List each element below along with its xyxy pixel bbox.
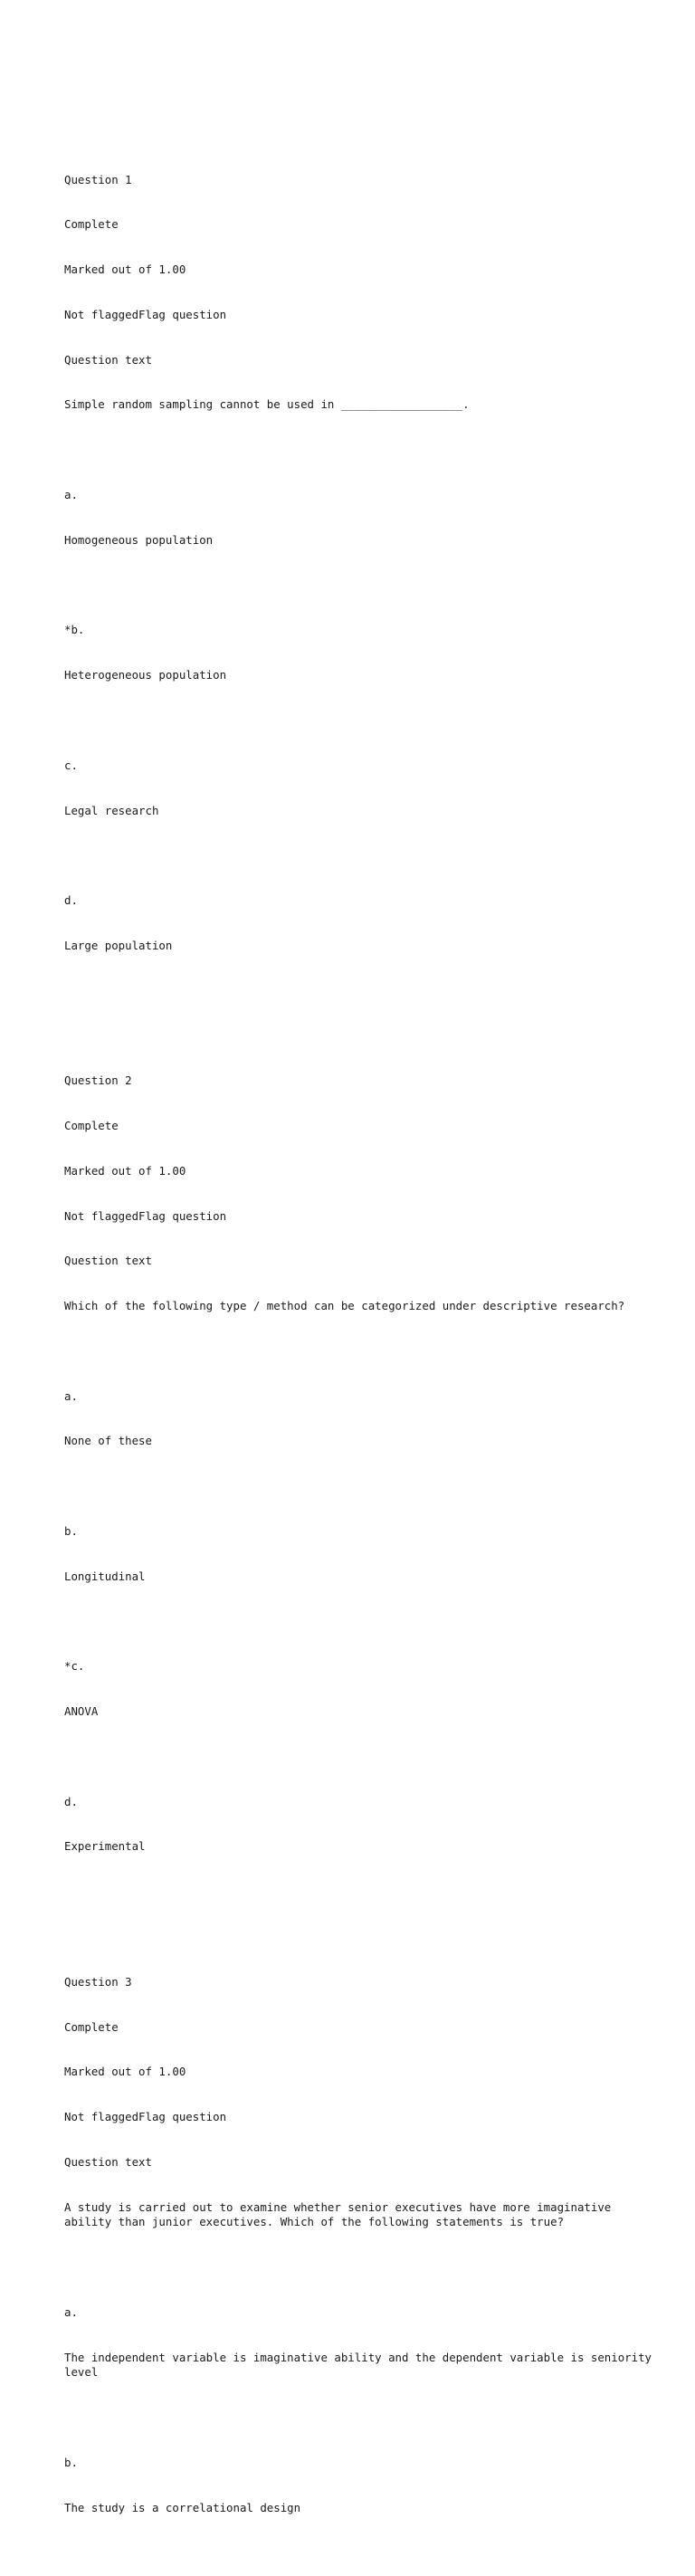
option-letter: a. (64, 1388, 78, 1403)
spacer (64, 1344, 662, 1360)
question-number: Question 1 (64, 172, 132, 186)
quiz-document (64, 82, 662, 2576)
question-text-label: Question text (64, 1254, 152, 1268)
option-letter: a. (64, 2304, 78, 2319)
spacer (64, 2260, 662, 2275)
option-text: Longitudinal (64, 1569, 146, 1583)
option-text: Legal research (64, 803, 159, 817)
option-letter: d. (64, 893, 78, 908)
question-text-label: Question text (64, 352, 152, 367)
spacer (64, 848, 662, 863)
option-letter: a. (64, 488, 78, 502)
question-status: Complete (64, 2019, 119, 2034)
question-marks: Marked out of 1.00 (64, 2065, 186, 2079)
option-letter: c. (64, 758, 78, 772)
option-text: None of these (64, 1434, 152, 1448)
question-marks: Marked out of 1.00 (64, 262, 186, 277)
question-text: Which of the following type / method can be categorized under descriptive research? (64, 1299, 625, 1313)
question-block (64, 1044, 662, 1884)
option-text: Heterogeneous population (64, 668, 227, 682)
question-block (64, 1945, 662, 2546)
question-block (64, 142, 662, 983)
spacer (64, 1479, 662, 1494)
question-flag: Not flaggedFlag question (64, 1208, 227, 1223)
question-status: Complete (64, 217, 119, 232)
option-letter: d. (64, 1794, 78, 1808)
question-number: Question 3 (64, 1974, 132, 1989)
spacer (64, 713, 662, 729)
option-text: The independent variable is imaginative ability and the dependent variable is seniority level (64, 2350, 659, 2380)
question-flag: Not flaggedFlag question (64, 2110, 227, 2124)
option-letter: b. (64, 2455, 78, 2469)
spacer (64, 443, 662, 458)
option-text: Experimental (64, 1839, 146, 1854)
question-status: Complete (64, 1118, 119, 1132)
option-text: ANOVA (64, 1704, 99, 1719)
option-text: The study is a correlational design (64, 2500, 301, 2514)
question-text: A study is carried out to examine whether senior executives have more imaginative ability than junior executives. Which of the following statements is true? (64, 2199, 618, 2229)
option-text: Homogeneous population (64, 532, 214, 547)
question-text-label: Question text (64, 2154, 152, 2169)
question-flag: Not flaggedFlag question (64, 307, 227, 321)
option-text: Large population (64, 938, 173, 952)
option-letter: *b. (64, 623, 85, 637)
option-letter: *c. (64, 1659, 85, 1674)
question-marks: Marked out of 1.00 (64, 1163, 186, 1178)
question-number: Question 2 (64, 1073, 132, 1088)
spacer (64, 1750, 662, 1765)
spacer (64, 1615, 662, 1630)
option-letter: b. (64, 1524, 78, 1538)
question-text: Simple random sampling cannot be used in __________________. (64, 397, 470, 412)
spacer (64, 2410, 662, 2426)
spacer (64, 578, 662, 594)
